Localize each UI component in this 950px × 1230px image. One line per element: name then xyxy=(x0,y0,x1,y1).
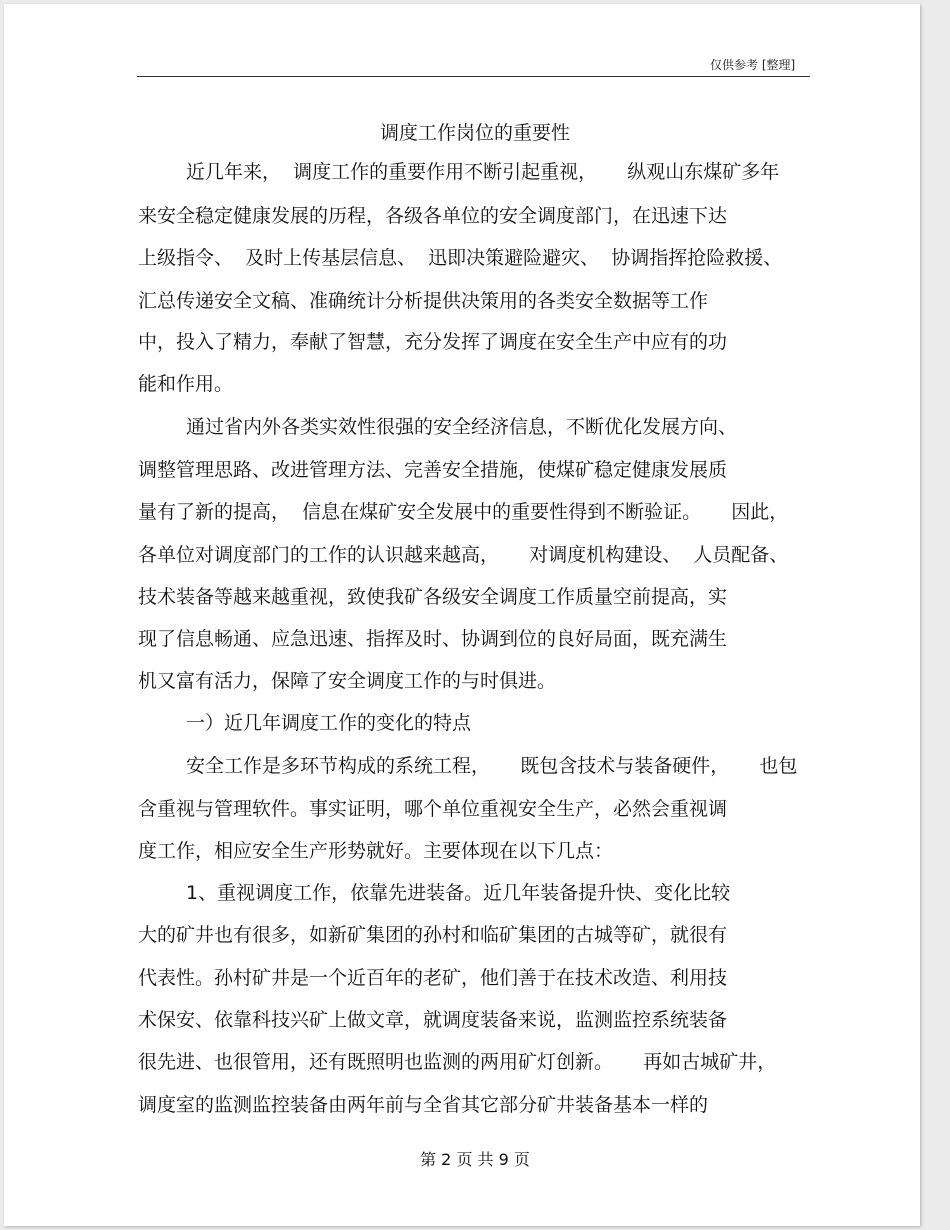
text-line: 机又富有活力，保障了安全调度工作的与时俱进。 xyxy=(138,670,557,692)
text-line: 近几年来， 调度工作的重要作用不断引起重视， 纵观山东煤矿多年 xyxy=(186,161,780,183)
text-line: 来安全稳定健康发展的历程，各级各单位的安全调度部门，在迅速下达 xyxy=(138,205,728,227)
text-line: 1、重视调度工作，依靠先进装备。近几年装备提升快、变化比较 xyxy=(186,882,731,904)
text-line: 能和作用。 xyxy=(138,373,234,395)
text-line: 技术装备等越来越重视，致使我矿各级安全调度工作质量空前提高，实 xyxy=(138,586,728,608)
text-line: 度工作，相应安全生产形势就好。主要体现在以下几点： xyxy=(138,840,614,862)
text-line: 各单位对调度部门的工作的认识越来越高， 对调度机构建设、 人员配备、 xyxy=(138,544,789,566)
text-line: 很先进、也很管用，还有既照明也监测的两用矿灯创新。 再如古城矿井， xyxy=(138,1051,777,1073)
text-line: 大的矿井也有很多，如新矿集团的孙村和临矿集团的古城等矿，就很有 xyxy=(138,924,728,946)
text-line: 调整管理思路、改进管理方法、完善安全措施，使煤矿稳定健康发展质 xyxy=(138,459,728,481)
text-line: 代表性。孙村矿井是一个近百年的老矿，他们善于在技术改造、利用技 xyxy=(138,967,728,989)
text-line: 上级指令、 及时上传基层信息、 迅即决策避险避灾、 协调指挥抢险救援、 xyxy=(138,247,783,269)
text-line: 术保安、依靠科技兴矿上做文章，就调度装备来说，监测监控系统装备 xyxy=(138,1009,728,1031)
document-page xyxy=(4,4,920,1226)
section-heading: 一）近几年调度工作的变化的特点 xyxy=(186,712,472,734)
text-line: 汇总传递安全文稿、准确统计分析提供决策用的各类安全数据等工作 xyxy=(138,290,709,312)
text-line: 现了信息畅通、应急迅速、指挥及时、协调到位的良好局面，既充满生 xyxy=(138,628,728,650)
document-title: 调度工作岗位的重要性 xyxy=(379,122,570,144)
text-line: 通过省内外各类实效性很强的安全经济信息，不断优化发展方向、 xyxy=(186,416,738,438)
text-line: 含重视与管理软件。事实证明，哪个单位重视安全生产，必然会重视调 xyxy=(138,798,728,820)
page-number-footer: 第 2 页 共 9 页 xyxy=(420,1150,530,1169)
text-line: 量有了新的提高， 信息在煤矿安全发展中的重要性得到不断验证。 因此， xyxy=(138,501,789,523)
text-line: 安全工作是多环节构成的系统工程， 既包含技术与装备硬件， 也包 xyxy=(186,755,798,777)
header-note: 仅供参考 [整理] xyxy=(710,58,796,72)
header-rule xyxy=(137,76,810,77)
text-line: 中，投入了精力，奉献了智慧，充分发挥了调度在安全生产中应有的功 xyxy=(138,331,728,353)
text-line: 调度室的监测监控装备由两年前与全省其它部分矿井装备基本一样的 xyxy=(138,1094,709,1116)
